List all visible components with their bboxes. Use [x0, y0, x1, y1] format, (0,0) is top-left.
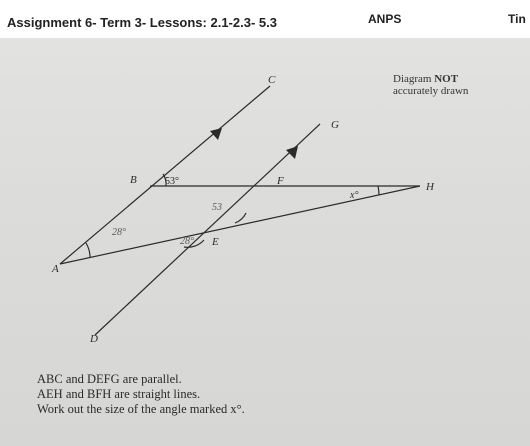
note-diagram: Diagram [393, 73, 432, 85]
note-not: NOT [434, 73, 459, 85]
angle-label-a: 28° [112, 227, 126, 238]
angle-label-h: x° [350, 190, 359, 201]
label-h: H [426, 181, 434, 193]
worksheet-photo [0, 38, 530, 446]
line-aeh [60, 186, 420, 264]
label-b: B [130, 174, 137, 186]
angle-label-b: 53° [165, 176, 179, 187]
parallel-arrow-defg [286, 146, 298, 159]
header-bar [0, 0, 530, 38]
note-accurately: accurately drawn [393, 85, 469, 97]
line-defg [95, 124, 320, 335]
header-right-text: Tin [508, 12, 526, 26]
label-f: F [277, 175, 284, 187]
angle-label-e-lower: 28° [180, 236, 194, 247]
arc-e-upper [235, 213, 246, 223]
parallel-arrow-abc [210, 128, 222, 140]
assignment-title: Assignment 6- Term 3- Lessons: 2.1-2.3- 5.3 [7, 15, 277, 30]
label-g: G [331, 119, 339, 131]
question-line-2: AEH and BFH are straight lines. [37, 387, 201, 401]
arc-a [86, 243, 90, 258]
label-e: E [212, 236, 219, 248]
label-a: A [52, 263, 59, 275]
arc-h [378, 186, 379, 195]
school-name: ANPS [368, 12, 402, 26]
angle-label-e-upper: 53 [212, 202, 222, 213]
question-line-3: Work out the size of the angle marked x°. [37, 402, 245, 416]
question-line-1: ABC and DEFG are parallel. [37, 372, 182, 386]
line-abc [60, 86, 270, 264]
label-c: C [268, 74, 276, 86]
label-d: D [90, 333, 98, 345]
